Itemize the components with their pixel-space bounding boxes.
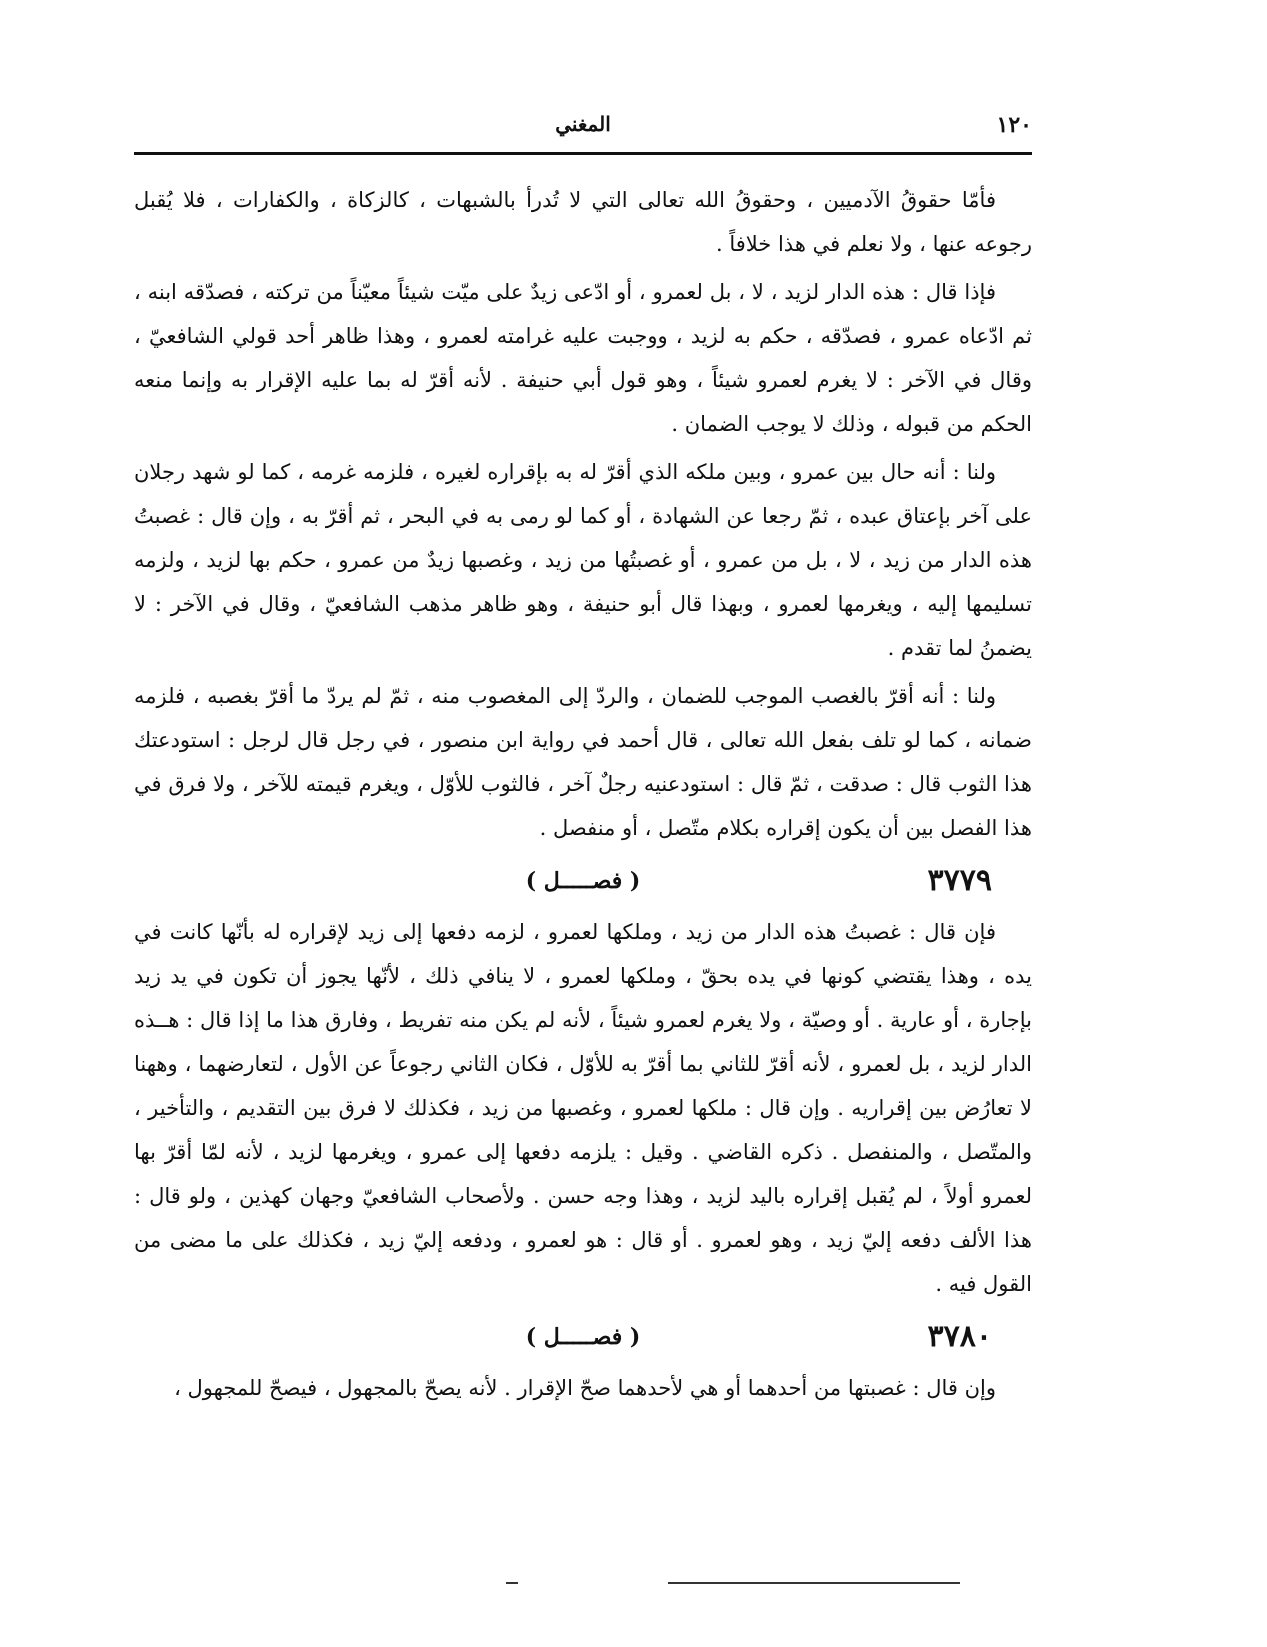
paragraph: فإن قال : غصبتُ هذه الدار من زيد ، وملكها لعمرو ، لزمه دفعها إلى زيد لإقراره له بأنّها كانت في يده ، وهذا يقتضي كونها في يده بحقّ ، وملكها لعمرو ، لا ينافي ذلك ، لأنّها يجوز أن تكون في يد زيد بإجارة ، أو عارية . أو وصيّة ، ولا يغرم لعمرو شيئاً ، لأنه لم يكن منه تفريط ، وفارق هذا ما إذا قال : هــذه الدار لزيد ، بل لعمرو ، لأنه أقرّ للثاني بما أقرّ به للأوّل ، فكان الثاني رجوعاً عن الأول ، لتعارضهما ، وههنا لا تعارُض بين إقراريه . وإن قال : ملكها لعمرو ، وغصبها من زيد ، فكذلك لا فرق بين التقديم ، والتأخير ، والمتّصل ، والمنفصل . ذكره القاضي . وقيل : يلزمه دفعها إلى عمرو ، ويغرمها لزيد ، لأنه لمّا أقرّ بها لعمرو أولاً ، لم يُقبل إقراره باليد لزيد ، وهذا وجه حسن . ولأصحاب الشافعيّ وجهان كهذين ، ولو قال : هذا الألف دفعه إليّ زيد ، وهو لعمرو . أو قال : هو لعمرو ، ودفعه إليّ زيد ، فكذلك على ما مضى من القول فيه .	[134, 920, 1032, 1296]
paragraph: وإن قال : غصبتها من أحدهما أو هي لأحدهما صحّ الإقرار . لأنه يصحّ بالمجهول ، فيصحّ للمجهول ،	[174, 1376, 996, 1400]
paragraph: ولنا : أنه أقرّ بالغصب الموجب للضمان ، والردّ إلى المغصوب منه ، ثمّ لم يردّ ما أقرّ بغصبه ، فلزمه ضمانه ، كما لو تلف بفعل الله تعالى ، قال أحمد في رواية ابن منصور ، في رجل قال لرجل : استودعتك هذا الثوب قال : صدقت ، ثمّ قال : استودعنيه رجلٌ آخر ، فالثوب للأوّل ، ويغرم قيمته للآخر ، ولا فرق في هذا الفصل بين أن يكون إقراره بكلام متّصل ، أو منفصل .	[134, 684, 1032, 840]
section-heading	[134, 858, 1032, 904]
section-heading	[134, 1314, 1032, 1360]
section-title: ( فصـــــل )	[525, 1324, 641, 1350]
footer-mark	[506, 1582, 518, 1584]
paragraph: فإذا قال : هذه الدار لزيد ، لا ، بل لعمرو ، أو ادّعى زيدٌ على ميّت شيئاً معيّناً من تركته ، فصدّقه ابنه ، ثم ادّعاه عمرو ، فصدّقه ، حكم به لزيد ، ووجبت عليه غرامته لعمرو ، وهذا ظاهر أحد قولي الشافعيّ ، وقال في الآخر : لا يغرم لعمرو شيئاً ، وهو قول أبي حنيفة . لأنه أقرّ له بما عليه الإقرار به وإنما منعه الحكم من قبوله ، وذلك لا يوجب الضمان .	[134, 280, 1032, 436]
section-number: ٣٧٧٩	[927, 863, 992, 898]
header-rule	[134, 152, 1032, 155]
running-title: المغني	[555, 112, 611, 136]
paragraph: ولنا : أنه حال بين عمرو ، وبين ملكه الذي أقرّ له به بإقراره لغيره ، فلزمه غرمه ، كما لو شهد رجلان على آخر بإعتاق عبده ، ثمّ رجعا عن الشهادة ، أو كما لو رمى به في البحر ، ثم أقرّ به ، وإن قال : غصبتُ هذه الدار من زيد ، لا ، بل من عمرو ، أو غصبتُها من زيد ، وغصبها زيدٌ من عمرو ، حكم بها لزيد ، ولزمه تسليمها إليه ، ويغرمها لعمرو ، وبهذا قال أبو حنيفة ، وهو ظاهر مذهب الشافعيّ ، وقال في الآخر : لا يضمنُ لما تقدم .	[134, 460, 1032, 660]
paragraph: فأمّا حقوقُ الآدميين ، وحقوقُ الله تعالى التي لا تُدرأ بالشبهات ، كالزكاة ، والكفارات ، فلا يُقبل رجوعه عنها ، ولا نعلم في هذا خلافاً .	[134, 188, 1032, 256]
section-title: ( فصـــــل )	[525, 868, 641, 894]
page-body	[134, 178, 1032, 1414]
footnote-rule	[668, 1582, 960, 1584]
section-number: ٣٧٨٠	[927, 1319, 992, 1354]
page-number: ١٢٠	[996, 112, 1032, 138]
page-header	[134, 112, 1032, 148]
